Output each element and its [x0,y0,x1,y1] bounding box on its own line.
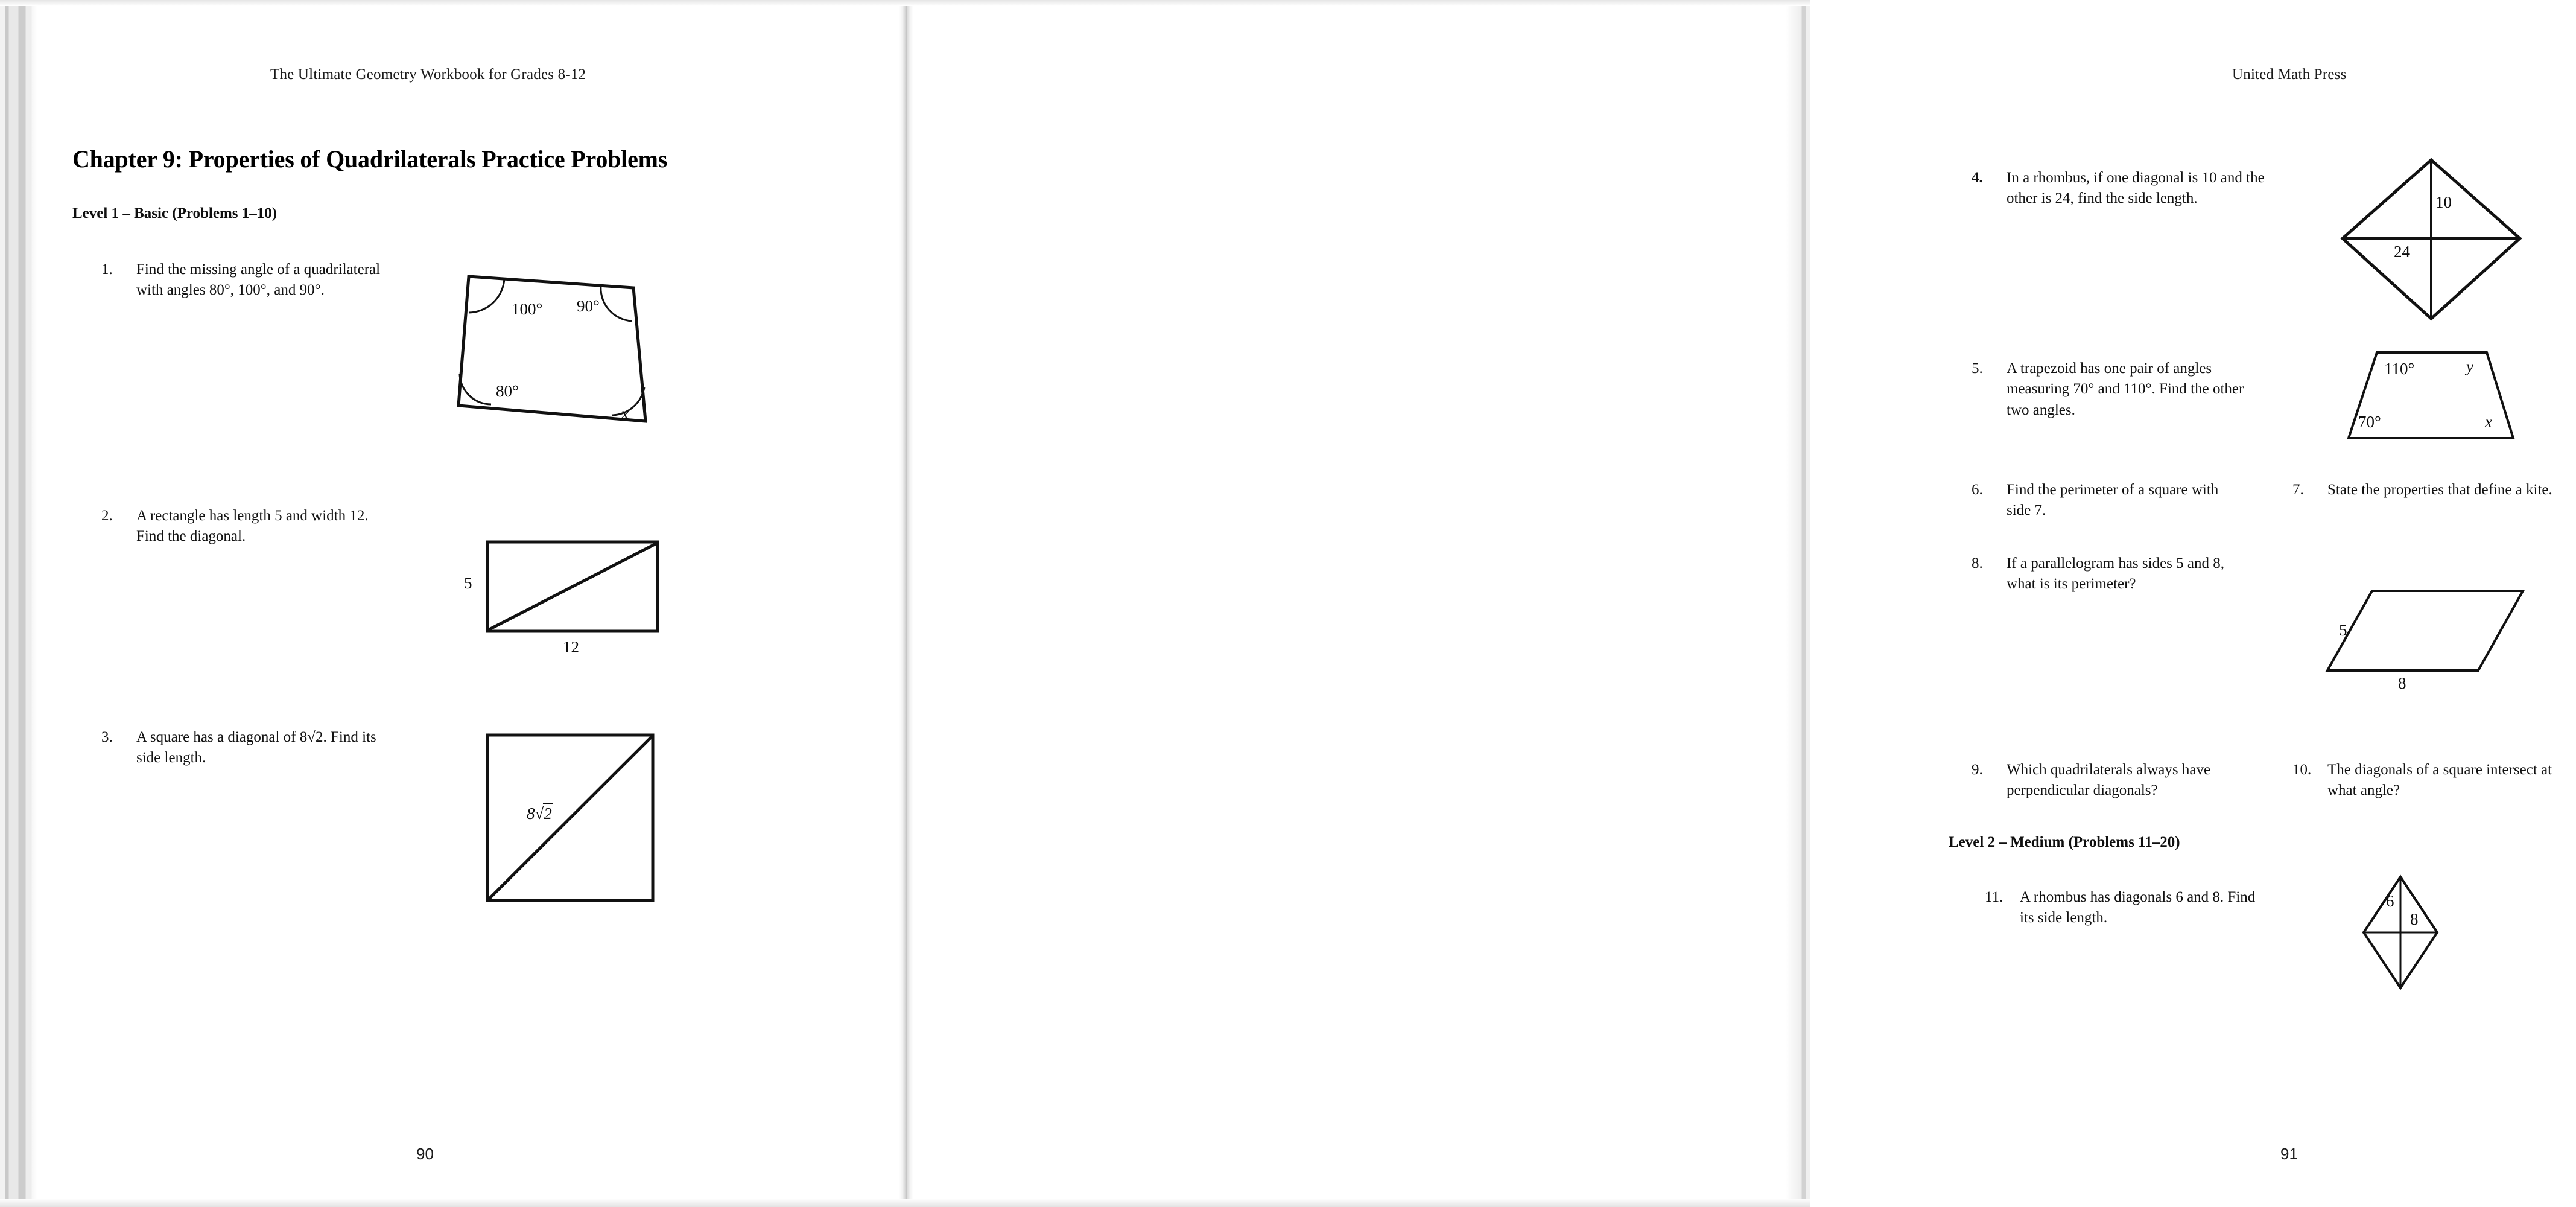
problem-item-8 [1972,553,2243,595]
problem-item-7 [2292,480,2576,500]
side-label-left: 5 [2339,621,2347,639]
diagonal-label-vertical: 10 [2435,193,2452,211]
problem-text: Find the perimeter of a square with side 7. [2007,482,2219,519]
diagonal-label-vertical: 6 [2386,892,2394,910]
problem-number: 3. [101,729,113,745]
radical-sign: √2 [535,804,553,823]
right-page [905,0,2552,1207]
problem-number: 1. [101,261,113,278]
section-heading-level-1: Level 1 – Basic (Problems 1–10) [72,205,278,221]
problem-text: A trapezoid has one pair of angles measuring 70° and 110°. Find the other two angles. [2007,360,2244,418]
problem-item-2 [101,506,385,547]
problem-text: A rectangle has length 5 and width 12. Find the diagonal. [136,508,369,545]
left-page [0,0,905,1207]
angle-label-bottom-right: x [2485,413,2492,431]
figure-square-diagonal [486,733,655,902]
radicand: 2 [543,803,553,823]
left-page-edge-stack [0,0,37,1207]
problem-number: 11. [1985,889,2003,905]
problem-item-10 [2292,760,2576,801]
angle-label-top-right: 90° [577,297,600,315]
problem-item-5 [1972,358,2261,421]
problem-number: 8. [1972,555,1983,572]
bottom-edge-shadow [0,1199,1810,1207]
diagonal-label-square [527,804,553,823]
problem-item-9 [1972,760,2237,801]
problem-item-6 [1972,480,2243,521]
diagonal-label-horizontal: 8 [2410,910,2419,928]
side-label-height: 5 [464,574,472,592]
problem-text: A rhombus has diagonals 6 and 8. Find its side length. [2020,889,2256,926]
page-title: Chapter 9: Properties of Quadrilaterals Practice Problems [72,145,668,173]
angle-label-top-left: 110° [2384,360,2415,378]
problem-number: 2. [101,508,113,524]
top-edge-shadow [0,0,1810,6]
angle-label-bottom-left: 70° [2358,413,2381,431]
side-label-base: 8 [2398,674,2406,692]
problem-item-4 [1972,168,2273,209]
left-running-head: The Ultimate Geometry Workbook for Grades 8-12 [270,66,586,83]
angle-label-top-left: 100° [512,300,543,318]
figure-rhombus-6-8 [2362,875,2439,990]
problem-number: 9. [1972,762,1983,778]
section-heading-level-2: Level 2 – Medium (Problems 11–20) [1949,834,2180,850]
figure-rhombus-10-24 [2341,158,2522,321]
problem-number: 6. [1972,482,1983,498]
problem-item-3 [101,727,385,769]
problem-item-11 [1985,887,2256,929]
angle-label-top-right: y [2466,357,2473,375]
book-gutter [899,0,913,1207]
diagonal-label-horizontal: 24 [2394,243,2410,261]
problem-text: A square has a diagonal of 8√2. Find its side length. [136,729,376,766]
side-label-width: 12 [563,638,579,656]
problem-text: Which quadrilaterals always have perpendicular diagonals? [2007,762,2211,799]
diagonal-coefficient: 8 [527,804,535,823]
problem-text: In a rhombus, if one diagonal is 10 and the other is 24, find the side length. [2007,170,2265,207]
figure-trapezoid [2347,350,2516,441]
problem-item-1 [101,260,385,301]
problem-text: Find the missing angle of a quadrilateral with angles 80°, 100°, and 90°. [136,261,381,299]
right-running-head: United Math Press [2232,66,2347,83]
right-page-number: 91 [2280,1145,2298,1163]
problem-text: If a parallelogram has sides 5 and 8, what is its perimeter? [2007,555,2224,593]
angle-label-bottom-right: x [621,404,629,422]
problem-number: 5. [1972,360,1983,377]
problem-number: 7. [2292,482,2304,498]
problem-text: The diagonals of a square intersect at what angle? [2327,762,2552,799]
figure-tilted-quadrilateral [458,266,658,447]
right-page-edge-stack [1786,0,1810,1207]
problem-text: State the properties that define a kite. [2327,482,2552,498]
figure-parallelogram [2326,588,2525,692]
left-page-number: 90 [416,1145,434,1163]
figure-rectangle-diagonal [464,540,661,656]
angle-label-bottom-left: 80° [496,382,519,400]
problem-number: 4. [1972,170,1983,186]
problem-number: 10. [2292,762,2312,778]
